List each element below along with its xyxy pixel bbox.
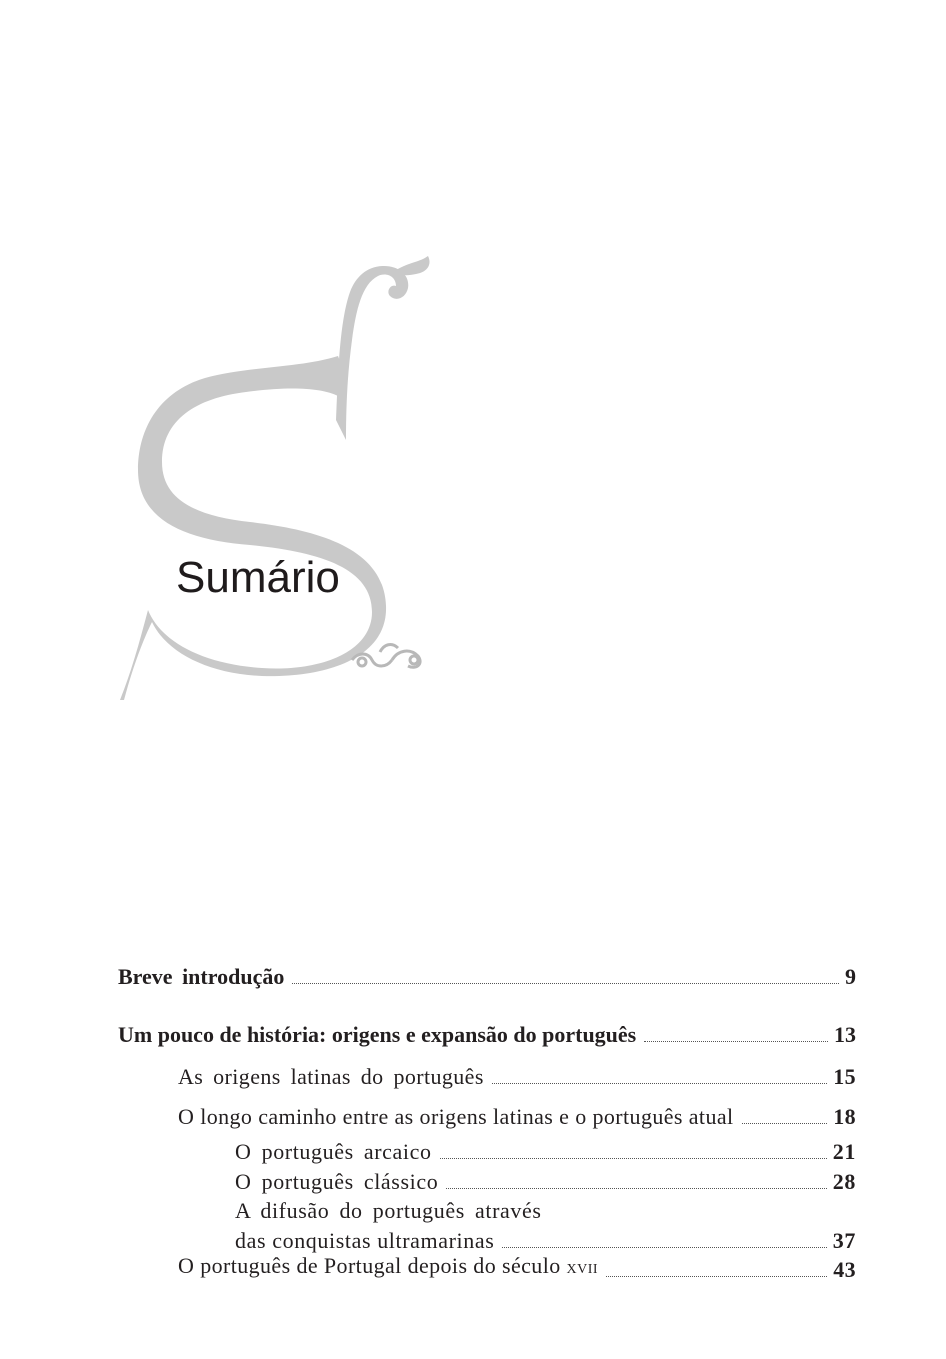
toc-entry-label-line1: A difusão do português através: [235, 1198, 542, 1223]
toc-entry[interactable]: [118, 1022, 856, 1048]
toc-entry[interactable]: [235, 1139, 856, 1165]
toc-entry[interactable]: [178, 1253, 856, 1283]
toc-entry-label-text: O português de Portugal depois do século: [178, 1253, 561, 1278]
toc-entry-label: [178, 1253, 598, 1283]
dot-leader: [492, 1083, 827, 1084]
century-numeral: XVII: [566, 1262, 599, 1277]
dot-leader: [644, 1041, 828, 1042]
toc-page-number: 15: [833, 1064, 856, 1089]
dot-leader: [502, 1247, 826, 1248]
toc-page-number: 21: [832, 1139, 856, 1164]
page-title: Sumário: [176, 553, 340, 602]
dot-leader: [606, 1276, 827, 1277]
toc-entry[interactable]: [235, 1228, 856, 1254]
toc-page-number: 18: [833, 1104, 856, 1129]
toc-page-number: 9: [845, 964, 856, 989]
toc-entry-label: O português clássico: [235, 1169, 439, 1194]
toc-page-number: 43: [833, 1257, 856, 1282]
dot-leader: [446, 1188, 827, 1189]
toc-entry-label: das conquistas ultramarinas: [235, 1228, 495, 1253]
dot-leader: [742, 1123, 828, 1124]
toc-entry-label: Breve introdução: [118, 964, 285, 989]
toc-entry[interactable]: [178, 1064, 856, 1090]
toc-entry-label: As origens latinas do português: [178, 1064, 484, 1089]
toc-page-number: 37: [832, 1228, 856, 1253]
toc-page-number: 13: [834, 1022, 856, 1047]
dot-leader: [440, 1158, 827, 1159]
toc-entry[interactable]: [178, 1104, 856, 1130]
toc-entry-label: O português arcaico: [235, 1139, 432, 1164]
toc-entry[interactable]: [118, 964, 856, 990]
toc-page-number: 28: [832, 1169, 856, 1194]
toc-entry-label: Um pouco de história: origens e expansão do português: [118, 1022, 637, 1047]
toc-entry[interactable]: [235, 1169, 856, 1195]
dot-leader: [292, 983, 839, 984]
toc-entry-label: O longo caminho entre as origens latinas e o português atual: [178, 1104, 734, 1129]
